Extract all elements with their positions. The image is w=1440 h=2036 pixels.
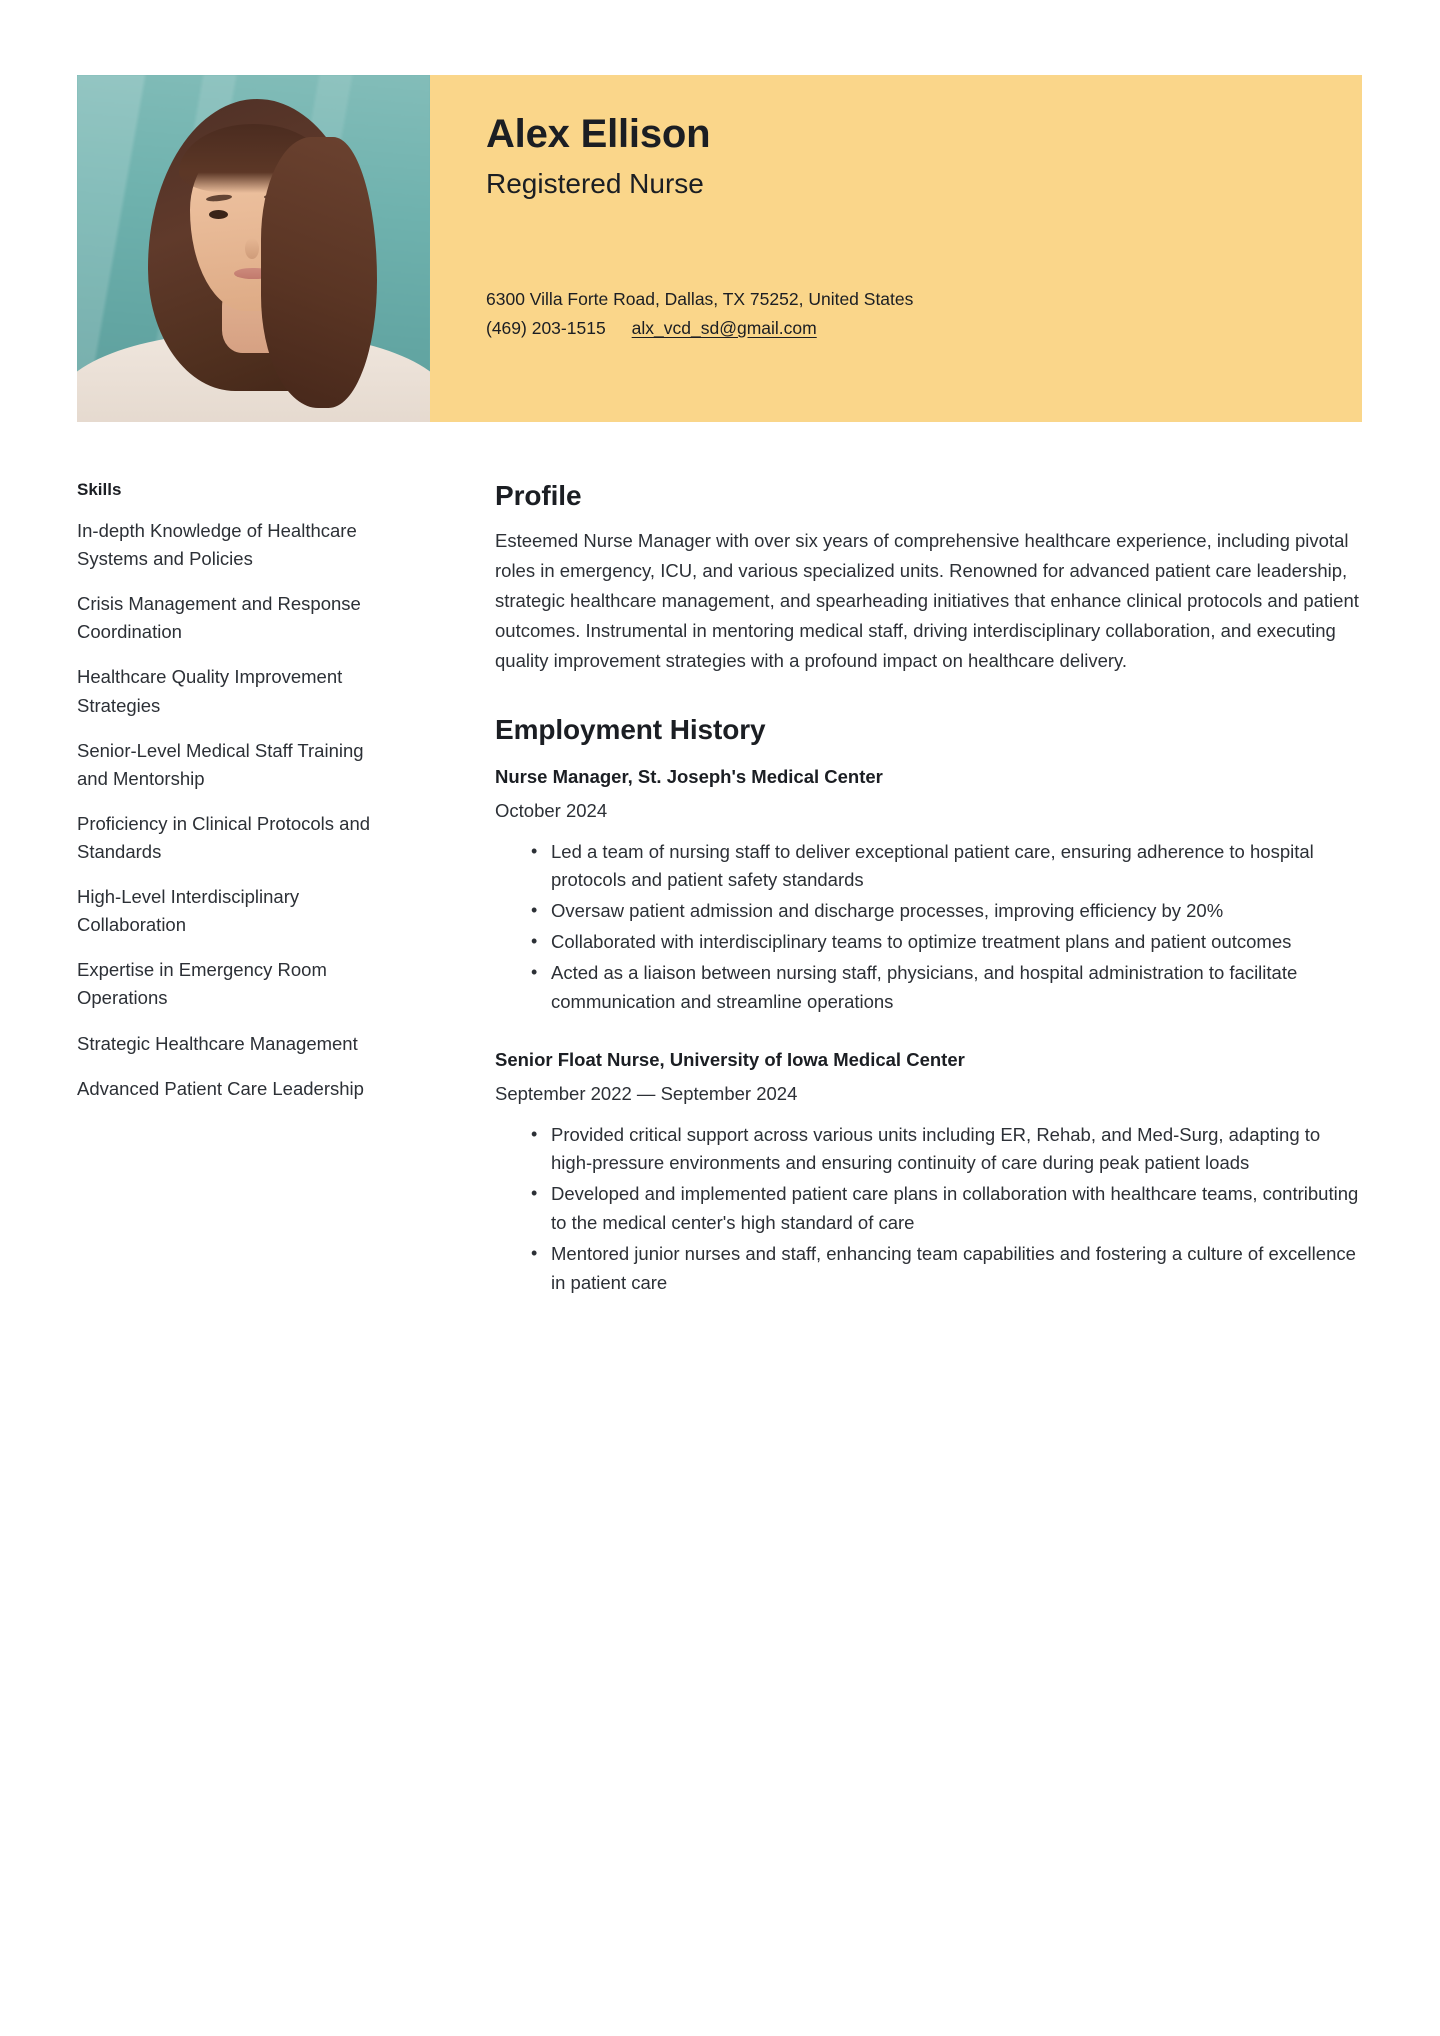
- profile-heading: Profile: [495, 480, 582, 511]
- job-role-company: Senior Float Nurse, University of Iowa Medical Center: [495, 1048, 965, 1070]
- job-bullet-list: [495, 838, 1360, 1017]
- employment-heading: Employment History: [495, 713, 766, 745]
- job-bullet: • Oversaw patient admission and discharge processes, improving efficiency by 20%: [531, 897, 1360, 926]
- contact-phone: (469) 203-1515: [486, 317, 606, 338]
- contact-email-link[interactable]: alx_vcd_sd@gmail.com: [631, 317, 817, 338]
- skill-item: Expertise in Emergency Room Operations: [77, 959, 327, 1009]
- job-bullet: • Developed and implemented patient care plans in collaboration with healthcare teams, contributing to the medical center's high standard of care: [531, 1180, 1360, 1238]
- main-column: [495, 480, 1360, 1328]
- skills-list: [77, 517, 387, 1103]
- skill-item: Proficiency in Clinical Protocols and Standards: [77, 812, 371, 862]
- job-bullet: • Mentored junior nurses and staff, enhancing team capabilities and fostering a culture of excellence in patient care: [531, 1240, 1360, 1298]
- resume-header: [77, 75, 1362, 422]
- photo-nose: [245, 238, 259, 259]
- employment-entry: [495, 1047, 1360, 1298]
- skills-heading: Skills: [77, 480, 122, 499]
- skill-item: In-depth Knowledge of Healthcare Systems and Policies: [77, 520, 357, 570]
- skill-item: Strategic Healthcare Management: [77, 1032, 358, 1054]
- skill-item: Senior-Level Medical Staff Training and Mentorship: [77, 739, 364, 789]
- contact-block: [486, 285, 913, 343]
- skill-item: Advanced Patient Care Leadership: [77, 1077, 364, 1099]
- job-date-range: September 2022 — September 2024: [495, 1082, 798, 1104]
- skill-item: High-Level Interdisciplinary Collaboration: [77, 886, 300, 936]
- job-bullet: • Provided critical support across various units including ER, Rehab, and Med-Surg, adapting to high-pressure environments and ensuring continuity of care during peak patient loads: [531, 1121, 1360, 1179]
- job-bullet: • Collaborated with interdisciplinary teams to optimize treatment plans and patient outcomes: [531, 928, 1360, 957]
- profile-photo: [77, 75, 430, 422]
- contact-row: [486, 314, 913, 343]
- skill-item: Healthcare Quality Improvement Strategies: [77, 666, 343, 716]
- employment-entry: [495, 764, 1360, 1017]
- skill-item: Crisis Management and Response Coordination: [77, 593, 361, 643]
- photo-hair-side: [261, 137, 377, 408]
- job-date-range: October 2024: [495, 799, 608, 821]
- skills-sidebar: [77, 480, 387, 1120]
- candidate-name: Alex Ellison: [486, 112, 711, 156]
- job-bullet: • Acted as a liaison between nursing staff, physicians, and hospital administration to facilitate communication and streamline operations: [531, 959, 1360, 1017]
- job-bullet-list: [495, 1121, 1360, 1298]
- job-role-company: Nurse Manager, St. Joseph's Medical Center: [495, 765, 883, 787]
- contact-address: 6300 Villa Forte Road, Dallas, TX 75252, United States: [486, 289, 914, 309]
- job-bullet: • Led a team of nursing staff to deliver exceptional patient care, ensuring adherence to hospital protocols and patient safety standards: [531, 838, 1360, 896]
- candidate-job-title: Registered Nurse: [486, 168, 704, 199]
- profile-paragraph: Esteemed Nurse Manager with over six years of comprehensive healthcare experience, including pivotal roles in emergency, ICU, and various specialized units. Renowned for advanced patient care leadership, strategic healthcare management, and spearheading initiatives that enhance clinical protocols and patient outcomes. Instrumental in mentoring medical staff, driving interdisciplinary collaboration, and executing quality improvement strategies with a profound impact on healthcare delivery.: [495, 530, 1359, 671]
- header-text-block: [430, 75, 1362, 422]
